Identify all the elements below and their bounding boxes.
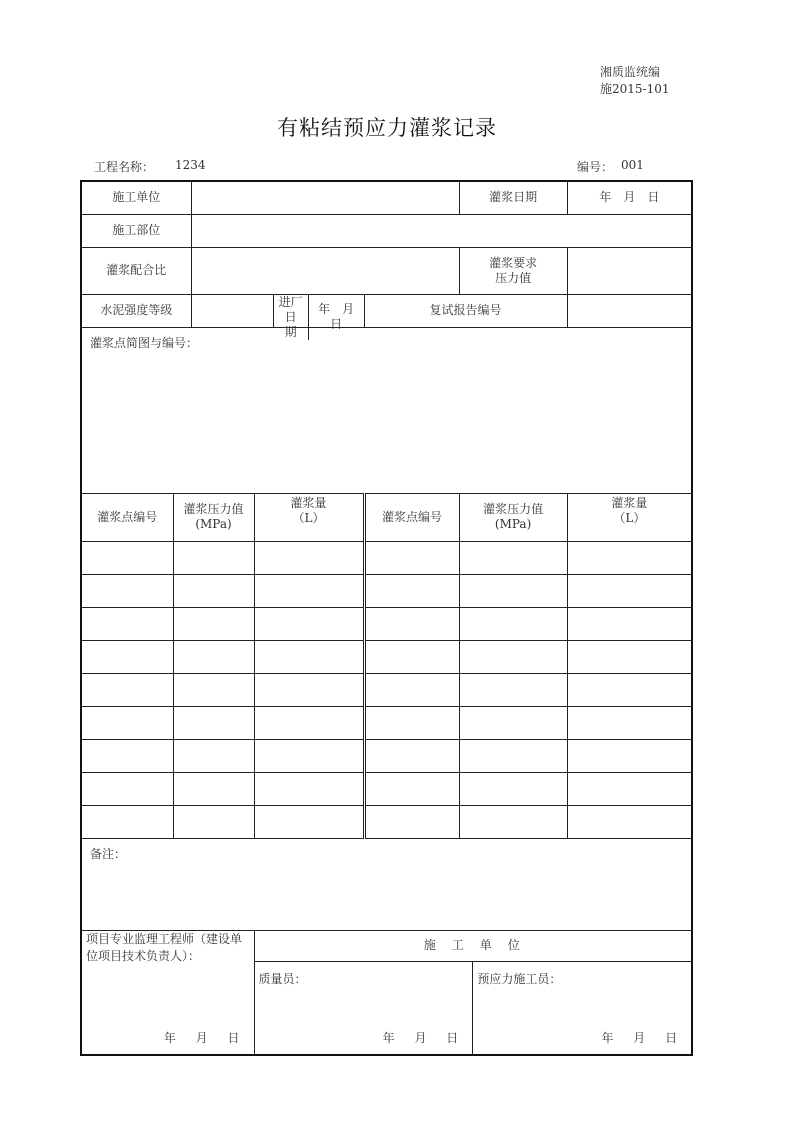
- remarks-label: 备注：: [90, 846, 127, 861]
- grid-cell-point-no-right[interactable]: [364, 574, 459, 607]
- grid-cell-point-no-right[interactable]: [364, 673, 459, 706]
- grid-cell-point-no-right[interactable]: [364, 706, 459, 739]
- grid-cell-volume-right[interactable]: [567, 805, 692, 838]
- grid-row: [81, 805, 692, 838]
- project-name-value[interactable]: 1234: [175, 158, 206, 172]
- grid-cell-point-no-left[interactable]: [81, 739, 173, 772]
- diagram-area[interactable]: [81, 324, 692, 493]
- grouting-record-form: [80, 180, 693, 1056]
- pressure-requirement-field[interactable]: [567, 247, 692, 294]
- grid-cell-pressure-left[interactable]: [173, 772, 254, 805]
- grout-mix-field[interactable]: [191, 247, 459, 294]
- col-volume-left-line1: 灌浆量: [290, 495, 327, 510]
- grid-cell-point-no-left[interactable]: [81, 607, 173, 640]
- grid-cell-point-no-left[interactable]: [81, 673, 173, 706]
- factory-date-label: [274, 295, 309, 340]
- grid-cell-pressure-left[interactable]: [173, 607, 254, 640]
- grid-cell-pressure-left[interactable]: [173, 739, 254, 772]
- factory-date-field[interactable]: 年 月 日: [318, 302, 367, 331]
- grid-cell-pressure-right[interactable]: [459, 541, 567, 574]
- col-volume-left: [254, 493, 364, 541]
- col-pressure-left-line2: (MPa): [195, 517, 232, 531]
- diagram-label: 灌浆点简图与编号：: [90, 335, 199, 350]
- construction-part-field[interactable]: [191, 214, 692, 247]
- grid-row: [81, 607, 692, 640]
- grid-cell-volume-right[interactable]: [567, 772, 692, 805]
- grid-cell-volume-left[interactable]: [254, 574, 364, 607]
- grid-cell-point-no-left[interactable]: [81, 805, 173, 838]
- grid-cell-point-no-left[interactable]: [81, 541, 173, 574]
- grid-cell-volume-left[interactable]: [254, 607, 364, 640]
- grid-cell-point-no-right[interactable]: [364, 805, 459, 838]
- grid-cell-point-no-left[interactable]: [81, 574, 173, 607]
- col-pressure-right-line2: (MPa): [494, 517, 532, 531]
- grid-cell-pressure-left[interactable]: [173, 574, 254, 607]
- construction-unit-title: 施 工 单 位: [255, 931, 692, 962]
- grid-row: [81, 673, 692, 706]
- construction-unit-sign-block: [254, 930, 692, 1055]
- grid-cell-point-no-left[interactable]: [81, 706, 173, 739]
- page-title: 有粘结预应力灌浆记录: [277, 116, 497, 140]
- factory-date-cell: [273, 294, 367, 339]
- qc-label: 质量员：: [258, 972, 307, 986]
- col-pressure-right: [459, 493, 567, 541]
- grid-cell-pressure-right[interactable]: [459, 574, 567, 607]
- grid-cell-point-no-right[interactable]: [364, 541, 459, 574]
- grid-cell-point-no-left[interactable]: [81, 640, 173, 673]
- grid-cell-volume-left[interactable]: [254, 805, 364, 838]
- grid-cell-volume-right[interactable]: [567, 739, 692, 772]
- construction-unit-label: 施工单位: [81, 181, 191, 214]
- grid-cell-volume-right[interactable]: [567, 706, 692, 739]
- grid-cell-volume-right[interactable]: [567, 541, 692, 574]
- grid-cell-volume-left[interactable]: [254, 541, 364, 574]
- col-pressure-right-line1: 灌浆压力值: [483, 502, 544, 516]
- cement-grade-field[interactable]: [191, 294, 273, 327]
- form-code-line1: 湘质监统编: [600, 65, 661, 79]
- form-code-line2: 施2015-101: [600, 82, 670, 96]
- retest-report-label: 复试报告编号: [364, 294, 567, 327]
- pressure-requirement-line1: 灌浆要求: [489, 255, 538, 270]
- factory-date-subgrid: [274, 294, 367, 340]
- grid-cell-point-no-right[interactable]: [364, 772, 459, 805]
- grid-cell-point-no-right[interactable]: [364, 607, 459, 640]
- grid-cell-pressure-right[interactable]: [459, 640, 567, 673]
- grid-cell-point-no-left[interactable]: [81, 772, 173, 805]
- construction-unit-field[interactable]: [191, 181, 459, 214]
- grid-row: [81, 541, 692, 574]
- grid-row: [81, 640, 692, 673]
- col-volume-right: [567, 493, 692, 541]
- grid-cell-volume-right[interactable]: [567, 640, 692, 673]
- grid-cell-pressure-right[interactable]: [459, 739, 567, 772]
- grid-cell-volume-left[interactable]: [254, 640, 364, 673]
- grid-body: [81, 541, 692, 838]
- grid-cell-pressure-left[interactable]: [173, 541, 254, 574]
- grid-header-row: [81, 493, 692, 541]
- factory-date-line2: 期: [284, 324, 297, 339]
- grout-date-label: 灌浆日期: [459, 181, 567, 214]
- record-number-value[interactable]: 001: [621, 158, 644, 172]
- col-volume-left-line2: （L）: [292, 510, 325, 525]
- grid-cell-pressure-right[interactable]: [459, 772, 567, 805]
- grid-cell-point-no-right[interactable]: [364, 739, 459, 772]
- prestress-worker-label: 预应力施工员：: [477, 972, 562, 986]
- col-pressure-left-line1: 灌浆压力值: [183, 502, 244, 516]
- project-name-label: 工程名称：: [94, 160, 155, 174]
- supervisor-date: 年 月 日: [163, 1031, 248, 1045]
- grid-cell-volume-left[interactable]: [254, 673, 364, 706]
- grout-mix-label: 灌浆配合比: [81, 247, 191, 294]
- col-volume-right-line1: 灌浆量: [611, 495, 648, 510]
- grid-row: [81, 706, 692, 739]
- grid-cell-volume-right[interactable]: [567, 673, 692, 706]
- grid-cell-volume-right[interactable]: [567, 607, 692, 640]
- grout-date-field[interactable]: 年 月 日: [567, 181, 692, 214]
- grid-cell-pressure-right[interactable]: [459, 805, 567, 838]
- grid-row: [81, 772, 692, 805]
- grid-cell-pressure-right[interactable]: [459, 607, 567, 640]
- grid-row: [81, 574, 692, 607]
- grid-cell-pressure-right[interactable]: [459, 673, 567, 706]
- grid-cell-pressure-left[interactable]: [173, 706, 254, 739]
- retest-report-field[interactable]: [567, 294, 692, 327]
- grid-cell-pressure-left[interactable]: [173, 673, 254, 706]
- supervisor-label: 项目专业监理工程师（建设单位项目技术负责人）：: [86, 931, 243, 963]
- prestress-worker-date: 年 月 日: [601, 1031, 686, 1045]
- record-number-label: 编号：: [577, 160, 614, 174]
- grid-cell-pressure-left[interactable]: [173, 640, 254, 673]
- col-pressure-left: [173, 493, 254, 541]
- cement-grade-label: 水泥强度等级: [81, 294, 191, 327]
- pressure-requirement-line2: 压力值: [495, 270, 532, 285]
- grid-cell-volume-left[interactable]: [254, 706, 364, 739]
- prestress-worker-signature-area[interactable]: [473, 962, 691, 1055]
- grid-cell-pressure-right[interactable]: [459, 706, 567, 739]
- col-point-no-right: 灌浆点编号: [364, 493, 459, 541]
- pressure-requirement-label: [459, 247, 567, 294]
- grid-row: [81, 739, 692, 772]
- col-point-no-left: 灌浆点编号: [81, 493, 173, 541]
- grid-cell-volume-left[interactable]: [254, 739, 364, 772]
- col-volume-right-line2: （L）: [613, 510, 646, 525]
- construction-unit-subgrid: [255, 931, 692, 1055]
- qc-signature-area[interactable]: [255, 962, 473, 1055]
- remarks-area[interactable]: [81, 838, 692, 930]
- grid-cell-pressure-left[interactable]: [173, 805, 254, 838]
- supervisor-signature-area[interactable]: [81, 930, 254, 1055]
- grid-cell-volume-right[interactable]: [567, 574, 692, 607]
- grid-cell-point-no-right[interactable]: [364, 640, 459, 673]
- qc-date: 年 月 日: [382, 1031, 467, 1045]
- grid-cell-volume-left[interactable]: [254, 772, 364, 805]
- construction-part-label: 施工部位: [81, 214, 191, 247]
- factory-date-line1: 进厂日: [278, 294, 303, 324]
